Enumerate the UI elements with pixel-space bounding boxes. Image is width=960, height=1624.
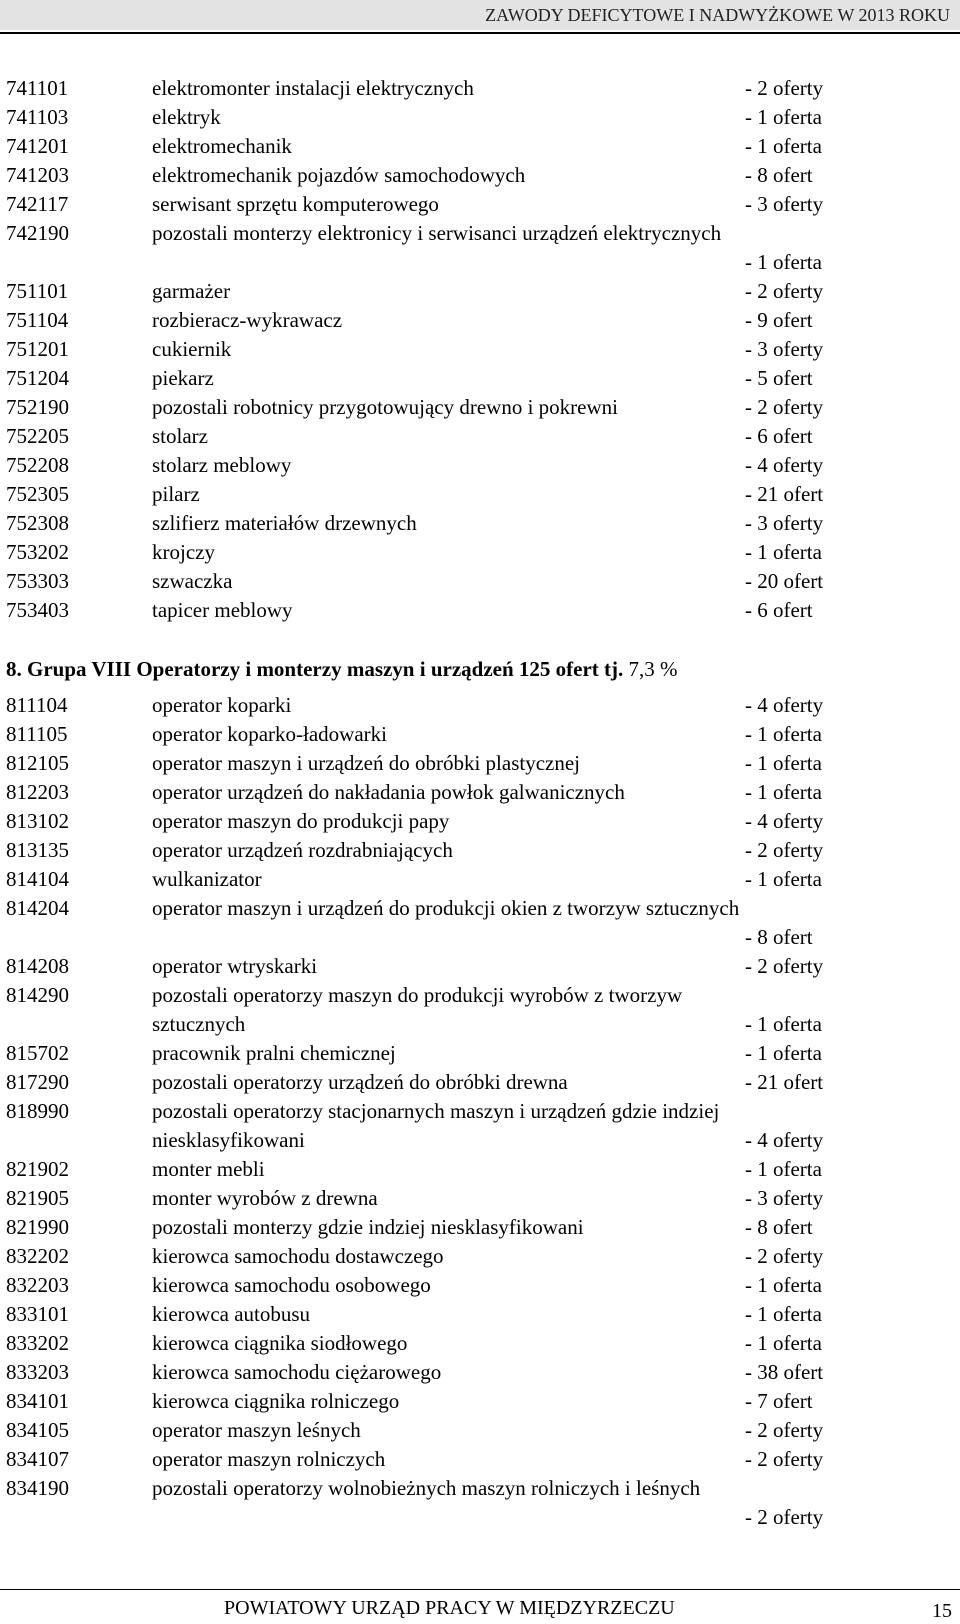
offer-count: - 1 oferta bbox=[745, 134, 822, 158]
list-item bbox=[0, 1474, 960, 1532]
occupation-list-group-8 bbox=[0, 691, 960, 1532]
list-item bbox=[0, 865, 960, 894]
occupation-code: 752208 bbox=[6, 453, 69, 477]
list-item bbox=[0, 1358, 960, 1387]
offer-count: - 1 oferta bbox=[745, 250, 822, 274]
list-item bbox=[0, 807, 960, 836]
offer-count: - 1 oferta bbox=[745, 1302, 822, 1326]
occupation-name: elektryk bbox=[152, 105, 221, 129]
offer-count: - 2 oferty bbox=[745, 395, 824, 419]
offer-count: - 4 oferty bbox=[745, 809, 824, 833]
list-item bbox=[0, 393, 960, 422]
list-item bbox=[0, 1039, 960, 1068]
occupation-name: krojczy bbox=[152, 540, 215, 564]
occupation-name: kierowca samochodu ciężarowego bbox=[152, 1360, 442, 1384]
offer-count: - 1 oferta bbox=[745, 867, 822, 891]
occupation-code: 833203 bbox=[6, 1360, 69, 1384]
list-item bbox=[0, 1387, 960, 1416]
offer-count: - 1 oferta bbox=[745, 1012, 822, 1036]
list-item bbox=[0, 952, 960, 981]
list-item bbox=[0, 132, 960, 161]
occupation-code: 821902 bbox=[6, 1157, 69, 1181]
list-item bbox=[0, 335, 960, 364]
section-8-heading bbox=[6, 655, 678, 684]
occupation-name: piekarz bbox=[152, 366, 214, 390]
offer-count: - 3 oferty bbox=[745, 1186, 824, 1210]
list-item bbox=[0, 422, 960, 451]
list-item bbox=[0, 1068, 960, 1097]
list-item bbox=[0, 509, 960, 538]
list-item bbox=[0, 480, 960, 509]
occupation-code: 741201 bbox=[6, 134, 69, 158]
occupation-code: 741103 bbox=[6, 105, 69, 129]
occupation-name: operator maszyn rolniczych bbox=[152, 1447, 386, 1471]
list-item bbox=[0, 190, 960, 219]
occupation-name: stolarz meblowy bbox=[152, 453, 292, 477]
offer-count: - 1 oferta bbox=[745, 1041, 822, 1065]
occupation-code: 821990 bbox=[6, 1215, 69, 1239]
list-item bbox=[0, 778, 960, 807]
occupation-code: 751201 bbox=[6, 337, 69, 361]
occupation-name: operator wtryskarki bbox=[152, 954, 318, 978]
occupation-name: operator maszyn i urządzeń do produkcji okien z tworzyw sztucznych bbox=[152, 896, 740, 920]
occupation-name: monter wyrobów z drewna bbox=[152, 1186, 378, 1210]
occupation-name: pozostali monterzy gdzie indziej niesklasyfikowani bbox=[152, 1215, 584, 1239]
occupation-code: 812105 bbox=[6, 751, 69, 775]
occupation-code: 815702 bbox=[6, 1041, 69, 1065]
occupation-name: cukiernik bbox=[152, 337, 232, 361]
occupation-code: 753202 bbox=[6, 540, 69, 564]
header-title: ZAWODY DEFICYTOWE I NADWYŻKOWE W 2013 ROKU bbox=[485, 5, 950, 25]
occupation-code: 817290 bbox=[6, 1070, 69, 1094]
occupation-code: 833202 bbox=[6, 1331, 69, 1355]
offer-count: - 1 oferta bbox=[745, 751, 822, 775]
list-item bbox=[0, 451, 960, 480]
occupation-code: 814290 bbox=[6, 983, 69, 1007]
occupation-code: 753303 bbox=[6, 569, 69, 593]
occupation-name: kierowca samochodu osobowego bbox=[152, 1273, 431, 1297]
occupation-name: monter mebli bbox=[152, 1157, 265, 1181]
list-item bbox=[0, 691, 960, 720]
list-item bbox=[0, 1184, 960, 1213]
list-item bbox=[0, 749, 960, 778]
offer-count: - 9 ofert bbox=[745, 308, 813, 332]
list-item bbox=[0, 161, 960, 190]
list-item bbox=[0, 538, 960, 567]
offer-count: - 21 ofert bbox=[745, 482, 824, 506]
offer-count: - 2 oferty bbox=[745, 1505, 824, 1529]
occupation-list-group-7 bbox=[0, 74, 960, 625]
offer-count: - 1 oferta bbox=[745, 1331, 822, 1355]
list-item bbox=[0, 981, 960, 1039]
occupation-code: 833101 bbox=[6, 1302, 69, 1326]
list-item bbox=[0, 1416, 960, 1445]
offer-count: - 7 ofert bbox=[745, 1389, 813, 1413]
offer-count: - 8 ofert bbox=[745, 925, 813, 949]
occupation-code: 811105 bbox=[6, 722, 68, 746]
occupation-name: wulkanizator bbox=[152, 867, 262, 891]
offer-count: - 2 oferty bbox=[745, 279, 824, 303]
list-item bbox=[0, 1271, 960, 1300]
occupation-name: kierowca samochodu dostawczego bbox=[152, 1244, 444, 1268]
occupation-name: pozostali operatorzy wolnobieżnych maszyn rolniczych i leśnych bbox=[152, 1476, 701, 1500]
offer-count: - 2 oferty bbox=[745, 838, 824, 862]
section-8-percent: 7,3 % bbox=[628, 657, 678, 681]
list-item bbox=[0, 103, 960, 132]
occupation-code: 752190 bbox=[6, 395, 69, 419]
occupation-code: 813102 bbox=[6, 809, 69, 833]
list-item bbox=[0, 1097, 960, 1155]
section-8-title: 8. Grupa VIII Operatorzy i monterzy maszyn i urządzeń 125 ofert tj. bbox=[6, 657, 624, 681]
list-item bbox=[0, 596, 960, 625]
offer-count: - 2 oferty bbox=[745, 76, 824, 100]
occupation-code: 812203 bbox=[6, 780, 69, 804]
list-item bbox=[0, 894, 960, 952]
offer-count: - 20 ofert bbox=[745, 569, 824, 593]
footer-office: POWIATOWY URZĄD PRACY W MIĘDZYRZECZU bbox=[224, 1597, 675, 1619]
offer-count: - 6 ofert bbox=[745, 424, 813, 448]
occupation-code: 741203 bbox=[6, 163, 69, 187]
occupation-name: szwaczka bbox=[152, 569, 233, 593]
occupation-name: pracownik pralni chemicznej bbox=[152, 1041, 396, 1065]
page-header bbox=[0, 0, 960, 30]
occupation-name: elektromechanik pojazdów samochodowych bbox=[152, 163, 526, 187]
list-item bbox=[0, 567, 960, 596]
occupation-name: kierowca ciągnika rolniczego bbox=[152, 1389, 400, 1413]
offer-count: - 1 oferta bbox=[745, 1157, 822, 1181]
offer-count: - 3 oferty bbox=[745, 511, 824, 535]
occupation-name: operator urządzeń rozdrabniających bbox=[152, 838, 453, 862]
list-item bbox=[0, 219, 960, 277]
occupation-name: pozostali operatorzy stacjonarnych maszyn i urządzeń gdzie indziej niesklasyfikowani bbox=[152, 1099, 720, 1152]
occupation-name: operator maszyn leśnych bbox=[152, 1418, 361, 1442]
list-item bbox=[0, 306, 960, 335]
occupation-code: 751101 bbox=[6, 279, 69, 303]
page-number: 15 bbox=[932, 1600, 952, 1622]
occupation-code: 742117 bbox=[6, 192, 69, 216]
occupation-name: pozostali robotnicy przygotowujący drewno i pokrewni bbox=[152, 395, 618, 419]
offer-count: - 6 ofert bbox=[745, 598, 813, 622]
list-item bbox=[0, 1242, 960, 1271]
occupation-code: 741101 bbox=[6, 76, 69, 100]
offer-count: - 2 oferty bbox=[745, 954, 824, 978]
occupation-code: 752308 bbox=[6, 511, 69, 535]
list-item bbox=[0, 836, 960, 865]
occupation-code: 742190 bbox=[6, 221, 69, 245]
occupation-name: elektromechanik bbox=[152, 134, 292, 158]
occupation-code: 821905 bbox=[6, 1186, 69, 1210]
occupation-name: kierowca autobusu bbox=[152, 1302, 311, 1326]
offer-count: - 3 oferty bbox=[745, 337, 824, 361]
offer-count: - 21 ofert bbox=[745, 1070, 824, 1094]
list-item bbox=[0, 720, 960, 749]
offer-count: - 8 ofert bbox=[745, 163, 813, 187]
occupation-code: 814104 bbox=[6, 867, 69, 891]
occupation-code: 752305 bbox=[6, 482, 69, 506]
occupation-code: 813135 bbox=[6, 838, 69, 862]
offer-count: - 5 ofert bbox=[745, 366, 813, 390]
occupation-name: rozbieracz-wykrawacz bbox=[152, 308, 343, 332]
footer-divider bbox=[0, 1589, 960, 1590]
occupation-code: 753403 bbox=[6, 598, 69, 622]
offer-count: - 3 oferty bbox=[745, 192, 824, 216]
offer-count: - 1 oferta bbox=[745, 1273, 822, 1297]
occupation-code: 811104 bbox=[6, 693, 68, 717]
occupation-name: szlifierz materiałów drzewnych bbox=[152, 511, 417, 535]
offer-count: - 1 oferta bbox=[745, 105, 822, 129]
occupation-code: 834107 bbox=[6, 1447, 69, 1471]
occupation-name: operator koparko-ładowarki bbox=[152, 722, 387, 746]
occupation-name: pozostali operatorzy urządzeń do obróbki drewna bbox=[152, 1070, 568, 1094]
list-item bbox=[0, 1213, 960, 1242]
occupation-name: operator maszyn do produkcji papy bbox=[152, 809, 450, 833]
occupation-code: 751204 bbox=[6, 366, 69, 390]
occupation-name: pozostali monterzy elektronicy i serwisanci urządzeń elektrycznych bbox=[152, 221, 722, 245]
occupation-name: operator koparki bbox=[152, 693, 292, 717]
offer-count: - 2 oferty bbox=[745, 1447, 824, 1471]
offer-count: - 8 ofert bbox=[745, 1215, 813, 1239]
occupation-code: 834190 bbox=[6, 1476, 69, 1500]
occupation-code: 832202 bbox=[6, 1244, 69, 1268]
occupation-code: 751104 bbox=[6, 308, 69, 332]
occupation-name: operator urządzeń do nakładania powłok galwanicznych bbox=[152, 780, 625, 804]
occupation-name: operator maszyn i urządzeń do obróbki plastycznej bbox=[152, 751, 581, 775]
list-item bbox=[0, 1329, 960, 1358]
occupation-code: 814208 bbox=[6, 954, 69, 978]
list-item bbox=[0, 74, 960, 103]
offer-count: - 4 oferty bbox=[745, 453, 824, 477]
offer-count: - 1 oferta bbox=[745, 780, 822, 804]
offer-count: - 1 oferta bbox=[745, 722, 822, 746]
occupation-name: pozostali operatorzy maszyn do produkcji wyrobów z tworzyw sztucznych bbox=[152, 983, 683, 1036]
occupation-code: 832203 bbox=[6, 1273, 69, 1297]
occupation-code: 834101 bbox=[6, 1389, 69, 1413]
list-item bbox=[0, 1155, 960, 1184]
offer-count: - 2 oferty bbox=[745, 1244, 824, 1268]
occupation-name: pilarz bbox=[152, 482, 200, 506]
list-item bbox=[0, 277, 960, 306]
offer-count: - 1 oferta bbox=[745, 540, 822, 564]
offer-count: - 4 oferty bbox=[745, 693, 824, 717]
occupation-code: 814204 bbox=[6, 896, 69, 920]
occupation-name: elektromonter instalacji elektrycznych bbox=[152, 76, 474, 100]
occupation-name: tapicer meblowy bbox=[152, 598, 293, 622]
offer-count: - 2 oferty bbox=[745, 1418, 824, 1442]
list-item bbox=[0, 1445, 960, 1474]
occupation-code: 834105 bbox=[6, 1418, 69, 1442]
occupation-code: 818990 bbox=[6, 1099, 69, 1123]
occupation-name: kierowca ciągnika siodłowego bbox=[152, 1331, 408, 1355]
occupation-name: stolarz bbox=[152, 424, 208, 448]
occupation-name: serwisant sprzętu komputerowego bbox=[152, 192, 439, 216]
list-item bbox=[0, 364, 960, 393]
occupation-code: 752205 bbox=[6, 424, 69, 448]
offer-count: - 4 oferty bbox=[745, 1128, 824, 1152]
occupation-name: garmażer bbox=[152, 279, 231, 303]
list-item bbox=[0, 1300, 960, 1329]
offer-count: - 38 ofert bbox=[745, 1360, 824, 1384]
header-divider bbox=[0, 32, 960, 34]
